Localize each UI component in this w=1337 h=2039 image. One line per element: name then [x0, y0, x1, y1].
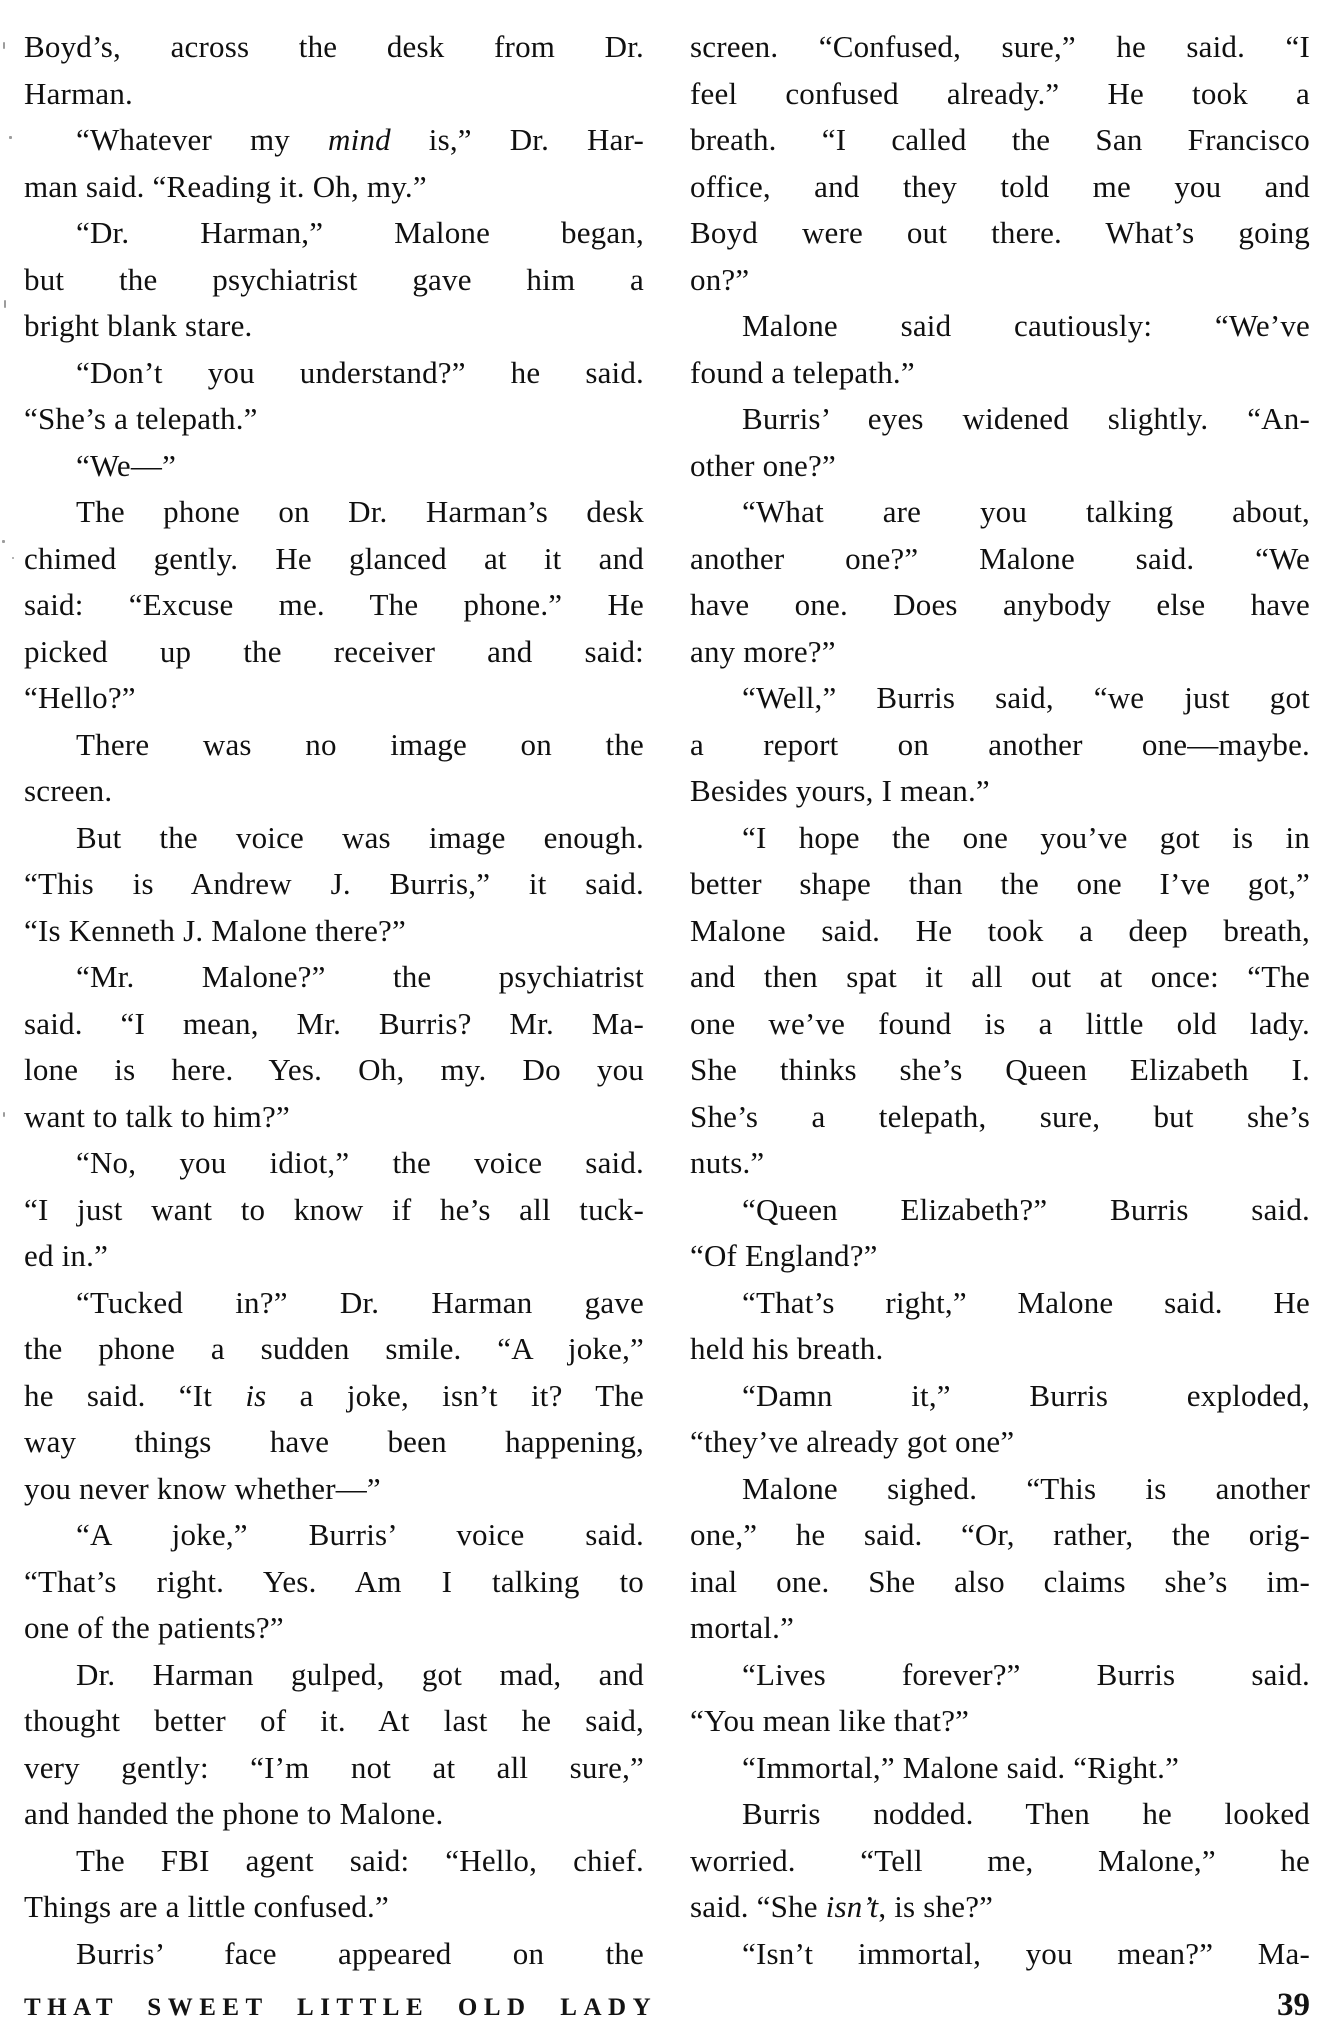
text-line: [24, 396, 644, 443]
text-line: [690, 1512, 1310, 1559]
body-text: “Lives forever?” Burris said.: [742, 1656, 1310, 1692]
body-text: feel confused already.” He took a: [690, 75, 1310, 111]
body-text: found a telepath.”: [690, 354, 915, 390]
body-text: “This is Andrew J. Burris,” it said.: [24, 866, 644, 901]
text-line: [690, 1001, 1310, 1048]
text-line: [690, 1605, 1310, 1652]
text-line: [24, 675, 644, 722]
text-line: [690, 1326, 1310, 1373]
body-text: “That’s right,” Malone said. He: [742, 1284, 1310, 1320]
body-text: “Whatever my: [76, 122, 328, 157]
text-line: [690, 582, 1310, 629]
text-line: [24, 815, 644, 862]
text-line: [690, 1838, 1310, 1885]
body-text: man said. “Reading it. Oh, my.”: [24, 168, 427, 204]
body-text: “Well,” Burris said, “we just got: [742, 680, 1310, 715]
text-line: [690, 350, 1310, 397]
body-text: Burris’ face appeared on the: [76, 1935, 644, 1971]
body-text: , is she?”: [878, 1889, 994, 1924]
body-text: lone is here. Yes. Oh, my. Do you: [24, 1052, 644, 1087]
text-line: [24, 908, 644, 955]
text-line: [690, 1233, 1310, 1280]
text-line: [24, 1419, 644, 1466]
text-line: [24, 1884, 644, 1931]
text-line: [24, 24, 644, 71]
text-line: [690, 1419, 1310, 1466]
body-text: The FBI agent said: “Hello, chief.: [76, 1842, 644, 1878]
text-column-right: [690, 24, 1310, 1977]
italic-text: isn’t: [825, 1889, 879, 1924]
body-text: a joke, isn’t it? The: [266, 1377, 644, 1413]
body-text: one we’ve found is a little old lady.: [690, 1005, 1310, 1041]
text-column-left: [24, 24, 644, 1977]
text-line: [690, 443, 1310, 490]
body-text: and handed the phone to Malone.: [24, 1796, 444, 1831]
body-text: another one?” Malone said. “We: [690, 540, 1310, 576]
body-text: “Isn’t immortal, you mean?” Ma-: [742, 1935, 1310, 1971]
body-text: “I hope the one you’ve got is in: [742, 819, 1310, 855]
text-line: [690, 1047, 1310, 1094]
text-line: [24, 1094, 644, 1141]
body-text: nuts.”: [690, 1145, 765, 1180]
text-line: [24, 722, 644, 769]
scan-speck: [3, 1112, 5, 1117]
two-column-text-block: [24, 24, 1310, 1977]
body-text: Besides yours, I mean.”: [690, 773, 990, 808]
text-line: [24, 443, 644, 490]
text-line: [24, 1466, 644, 1513]
text-line: [24, 1931, 644, 1978]
italic-text: is: [245, 1377, 267, 1413]
body-text: “I just want to know if he’s all tuck-: [24, 1191, 644, 1227]
body-text: Malone said cautiously: “We’ve: [742, 308, 1310, 343]
body-text: a report on another one—maybe.: [690, 726, 1310, 762]
text-line: [690, 117, 1310, 164]
text-line: [24, 1047, 644, 1094]
body-text: Burris nodded. Then he looked: [742, 1796, 1310, 1831]
body-text: inal one. She also claims she’s im-: [690, 1563, 1310, 1599]
text-line: [690, 1884, 1310, 1931]
text-line: [24, 489, 644, 536]
body-text: “We—”: [76, 447, 177, 483]
body-text: screen.: [24, 773, 113, 808]
text-line: [690, 396, 1310, 443]
text-line: [690, 954, 1310, 1001]
text-line: [690, 722, 1310, 769]
body-text: mortal.”: [690, 1610, 795, 1645]
body-text: bright blank stare.: [24, 308, 253, 343]
body-text: office, and they told me you and: [690, 168, 1310, 204]
body-text: breath. “I called the San Francisco: [690, 122, 1310, 157]
body-text: held his breath.: [690, 1331, 884, 1366]
page-number: 39: [1277, 1987, 1310, 2023]
body-text: But the voice was image enough.: [76, 819, 644, 855]
body-text: “You mean like that?”: [690, 1703, 970, 1738]
text-line: [24, 768, 644, 815]
body-text: “A joke,” Burris’ voice said.: [76, 1517, 644, 1552]
text-line: [24, 1326, 644, 1373]
page-footer: [24, 1987, 1310, 2024]
body-text: Harman.: [24, 75, 133, 111]
body-text: ed in.”: [24, 1238, 109, 1273]
body-text: “Immortal,” Malone said. “Right.”: [742, 1749, 1180, 1785]
text-line: [24, 1512, 644, 1559]
text-line: [24, 1605, 644, 1652]
body-text: Boyd’s, across the desk from Dr.: [24, 29, 644, 64]
body-text: one of the patients?”: [24, 1610, 284, 1645]
text-line: [690, 257, 1310, 304]
body-text: Malone sighed. “This is another: [742, 1470, 1310, 1506]
body-text: “Of England?”: [690, 1238, 878, 1273]
text-line: [24, 1838, 644, 1885]
scan-speck: [9, 136, 12, 139]
italic-text: mind: [327, 122, 391, 157]
text-line: [24, 861, 644, 908]
text-line: [690, 1140, 1310, 1187]
body-text: and then spat it all out at once: “The: [690, 959, 1310, 994]
text-line: [24, 1187, 644, 1234]
text-line: [690, 675, 1310, 722]
text-line: [690, 489, 1310, 536]
text-line: [24, 1698, 644, 1745]
text-line: [24, 164, 644, 211]
body-text: “they’ve already got one”: [690, 1424, 1015, 1459]
body-text: other one?”: [690, 447, 836, 483]
body-text: very gently: “I’m not at all sure,”: [24, 1749, 644, 1785]
text-line: [24, 1652, 644, 1699]
body-text: She’s a telepath, sure, but she’s: [690, 1098, 1310, 1134]
body-text: said: “Excuse me. The phone.” He: [24, 587, 644, 622]
text-line: [690, 24, 1310, 71]
text-line: [24, 257, 644, 304]
body-text: screen. “Confused, sure,” he said. “I: [690, 29, 1310, 64]
body-text: the phone a sudden smile. “A joke,”: [24, 1331, 644, 1366]
text-line: [690, 303, 1310, 350]
body-text: “Don’t you understand?” he said.: [76, 354, 644, 390]
text-line: [690, 210, 1310, 257]
body-text: better shape than the one I’ve got,”: [690, 866, 1310, 901]
body-text: said. “She: [690, 1889, 826, 1924]
body-text: thought better of it. At last he said,: [24, 1703, 644, 1738]
body-text: said. “I mean, Mr. Burris? Mr. Ma-: [24, 1005, 644, 1041]
text-line: [24, 1791, 644, 1838]
text-line: [24, 1280, 644, 1327]
text-line: [690, 1745, 1310, 1792]
text-line: [690, 629, 1310, 676]
running-footer-title: THAT SWEET LITTLE OLD LADY: [24, 1994, 658, 2021]
body-text: “Queen Elizabeth?” Burris said.: [742, 1191, 1310, 1227]
body-text: “Damn it,” Burris exploded,: [742, 1377, 1310, 1413]
text-line: [690, 1187, 1310, 1234]
body-text: he said. “It: [24, 1377, 246, 1413]
body-text: “Is Kenneth J. Malone there?”: [24, 912, 406, 948]
text-line: [24, 1001, 644, 1048]
body-text: way things have been happening,: [24, 1424, 644, 1459]
text-line: [690, 164, 1310, 211]
text-line: [24, 350, 644, 397]
body-text: “No, you idiot,” the voice said.: [76, 1145, 644, 1180]
text-line: [24, 1373, 644, 1420]
body-text: want to talk to him?”: [24, 1098, 290, 1134]
text-line: [690, 908, 1310, 955]
body-text: Things are a little confused.”: [24, 1889, 389, 1924]
text-line: [24, 536, 644, 583]
text-line: [24, 1233, 644, 1280]
text-line: [24, 1745, 644, 1792]
scan-speck: [3, 42, 5, 49]
body-text: any more?”: [690, 633, 836, 669]
body-text: one,” he said. “Or, rather, the orig-: [690, 1517, 1310, 1552]
scan-speck: [12, 557, 14, 559]
text-line: [690, 1698, 1310, 1745]
text-line: [690, 536, 1310, 583]
text-line: [24, 582, 644, 629]
text-line: [690, 1466, 1310, 1513]
text-line: [690, 1559, 1310, 1606]
body-text: have one. Does anybody else have: [690, 587, 1310, 622]
body-text: The phone on Dr. Harman’s desk: [76, 494, 644, 529]
text-line: [690, 861, 1310, 908]
scan-speck: [2, 540, 5, 543]
text-line: [24, 210, 644, 257]
body-text: Dr. Harman gulped, got mad, and: [76, 1656, 644, 1692]
scan-speck: [4, 300, 6, 308]
body-text: is,” Dr. Har-: [390, 122, 644, 157]
body-text: “She’s a telepath.”: [24, 401, 258, 436]
body-text: Malone said. He took a deep breath,: [690, 912, 1310, 948]
body-text: “What are you talking about,: [742, 494, 1310, 529]
text-line: [690, 768, 1310, 815]
text-line: [24, 629, 644, 676]
text-line: [690, 1931, 1310, 1978]
text-line: [24, 1140, 644, 1187]
text-line: [24, 954, 644, 1001]
text-line: [690, 71, 1310, 118]
body-text: worried. “Tell me, Malone,” he: [690, 1842, 1310, 1878]
text-line: [24, 1559, 644, 1606]
text-line: [690, 1791, 1310, 1838]
body-text: Boyd were out there. What’s going: [690, 215, 1310, 250]
body-text: picked up the receiver and said:: [24, 633, 644, 669]
body-text: “Hello?”: [24, 680, 136, 715]
body-text: There was no image on the: [76, 726, 644, 762]
body-text: She thinks she’s Queen Elizabeth I.: [690, 1052, 1310, 1087]
body-text: chimed gently. He glanced at it and: [24, 540, 644, 576]
text-line: [690, 1373, 1310, 1420]
text-line: [690, 1280, 1310, 1327]
text-line: [24, 303, 644, 350]
body-text: “Tucked in?” Dr. Harman gave: [76, 1284, 644, 1320]
text-line: [24, 71, 644, 118]
text-line: [690, 815, 1310, 862]
body-text: “That’s right. Yes. Am I talking to: [24, 1563, 644, 1599]
body-text: you never know whether—”: [24, 1470, 381, 1506]
text-line: [690, 1652, 1310, 1699]
body-text: on?”: [690, 261, 750, 297]
text-line: [24, 117, 644, 164]
body-text: but the psychiatrist gave him a: [24, 261, 644, 297]
text-line: [690, 1094, 1310, 1141]
body-text: “Mr. Malone?” the psychiatrist: [76, 959, 644, 994]
body-text: “Dr. Harman,” Malone began,: [76, 215, 644, 250]
body-text: Burris’ eyes widened slightly. “An-: [742, 401, 1310, 436]
